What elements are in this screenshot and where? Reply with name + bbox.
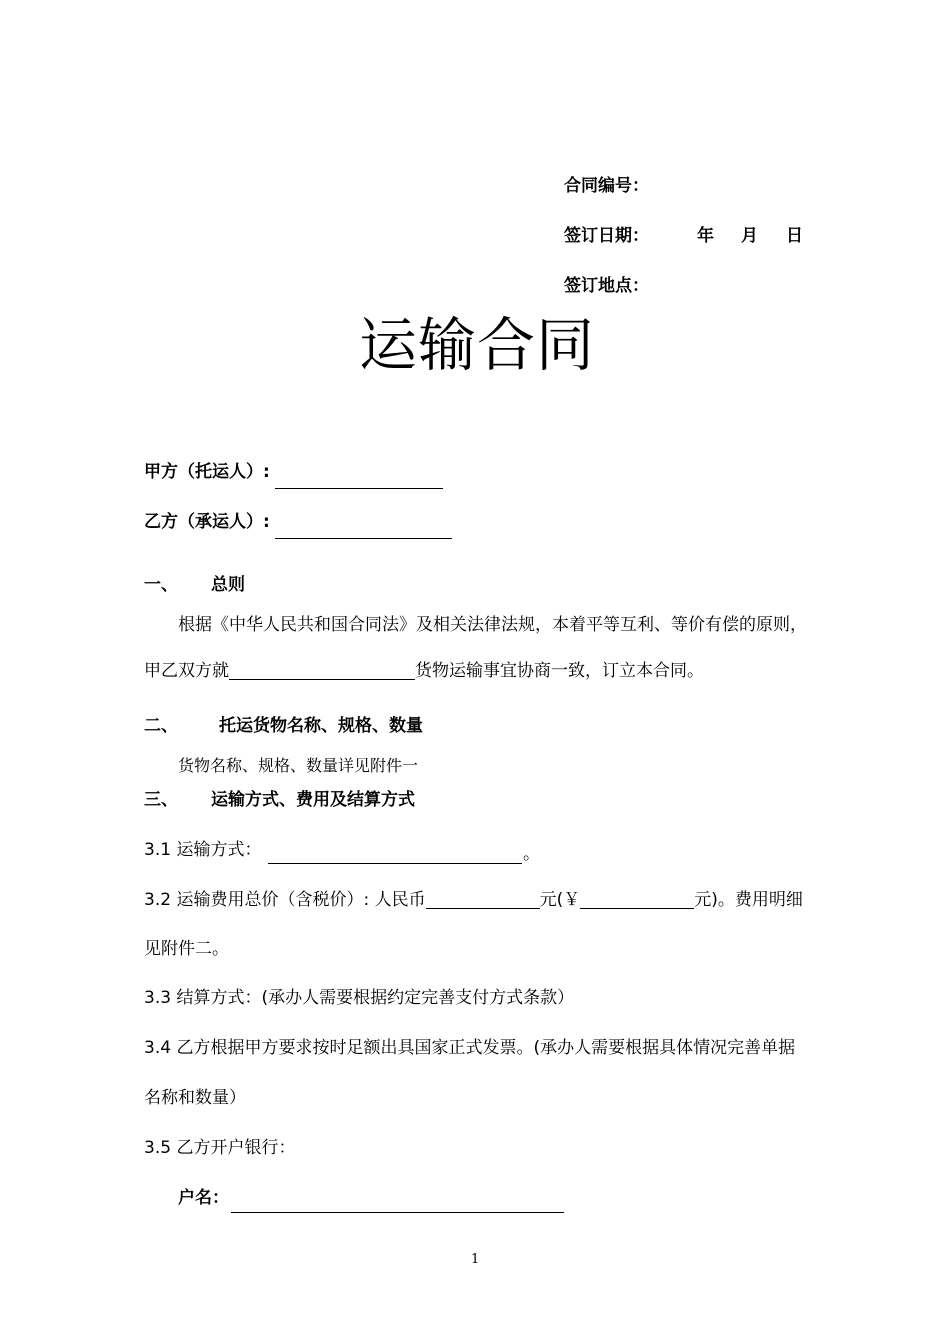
transport-method-blank[interactable] [268,846,522,864]
section-3-heading: 运输方式、费用及结算方式 [211,790,415,810]
item-3-2-line2: 见附件二。 [144,939,229,959]
section-1-heading: 总则 [211,575,245,595]
item-3-2-suffix: 元)。费用明细 [694,890,803,910]
page-number: 1 [471,1252,480,1267]
section-2-body: 货物名称、规格、数量详见附件一 [178,756,419,775]
section-2-number: 二、 [144,716,178,736]
item-3-2-prefix: 3.2 运输费用总价（含税价）: 人民币 [144,890,426,910]
sign-date-year: 年 [697,226,714,246]
sign-date-label: 签订日期： [564,226,649,246]
party-a-blank[interactable] [275,470,443,489]
section-1-suffix: 货物运输事宜协商一致，订立本合同。 [415,661,704,681]
sign-date-month: 月 [741,226,758,246]
item-3-4-line2: 名称和数量） [144,1088,246,1108]
section-2-heading: 托运货物名称、规格、数量 [219,716,423,736]
section-3-number: 三、 [144,790,178,810]
item-3-1-end: 。 [523,844,540,864]
rmb-amount-blank[interactable] [426,891,540,909]
item-3-2-line1 [144,891,803,909]
item-3-5: 3.5 乙方开户银行： [144,1138,296,1158]
contract-number-label: 合同编号： [564,176,649,196]
sign-place-label: 签订地点： [564,276,649,296]
account-name-label: 户名： [178,1188,229,1208]
section-1-paragraph-line2 [144,662,704,680]
yuan-amount-blank[interactable] [580,891,694,909]
item-3-2-mid: 元(￥ [539,890,581,910]
item-3-3: 3.3 结算方式：(承办人需要根据约定完善支付方式条款） [144,988,575,1008]
section-1-number: 一、 [144,575,178,595]
sign-date-day: 日 [786,226,803,246]
item-3-1-label: 3.1 运输方式： [144,840,262,860]
goods-blank[interactable] [229,662,415,680]
party-b-label: 乙方（承运人）: [144,512,270,532]
section-1-paragraph-line1: 根据《中华人民共和国合同法》及相关法律法规，本着平等互利、等价有偿的原则， [178,615,807,635]
document-title: 运输合同 [359,311,596,379]
item-3-4-line1: 3.4 乙方根据甲方要求按时足额出具国家正式发票。(承办人需要根据具体情况完善单据 [144,1038,796,1058]
account-name-blank[interactable] [231,1195,564,1213]
party-a-label: 甲方（托运人）: [144,462,270,482]
section-1-prefix: 甲乙双方就 [144,661,229,681]
party-b-blank[interactable] [275,520,452,539]
